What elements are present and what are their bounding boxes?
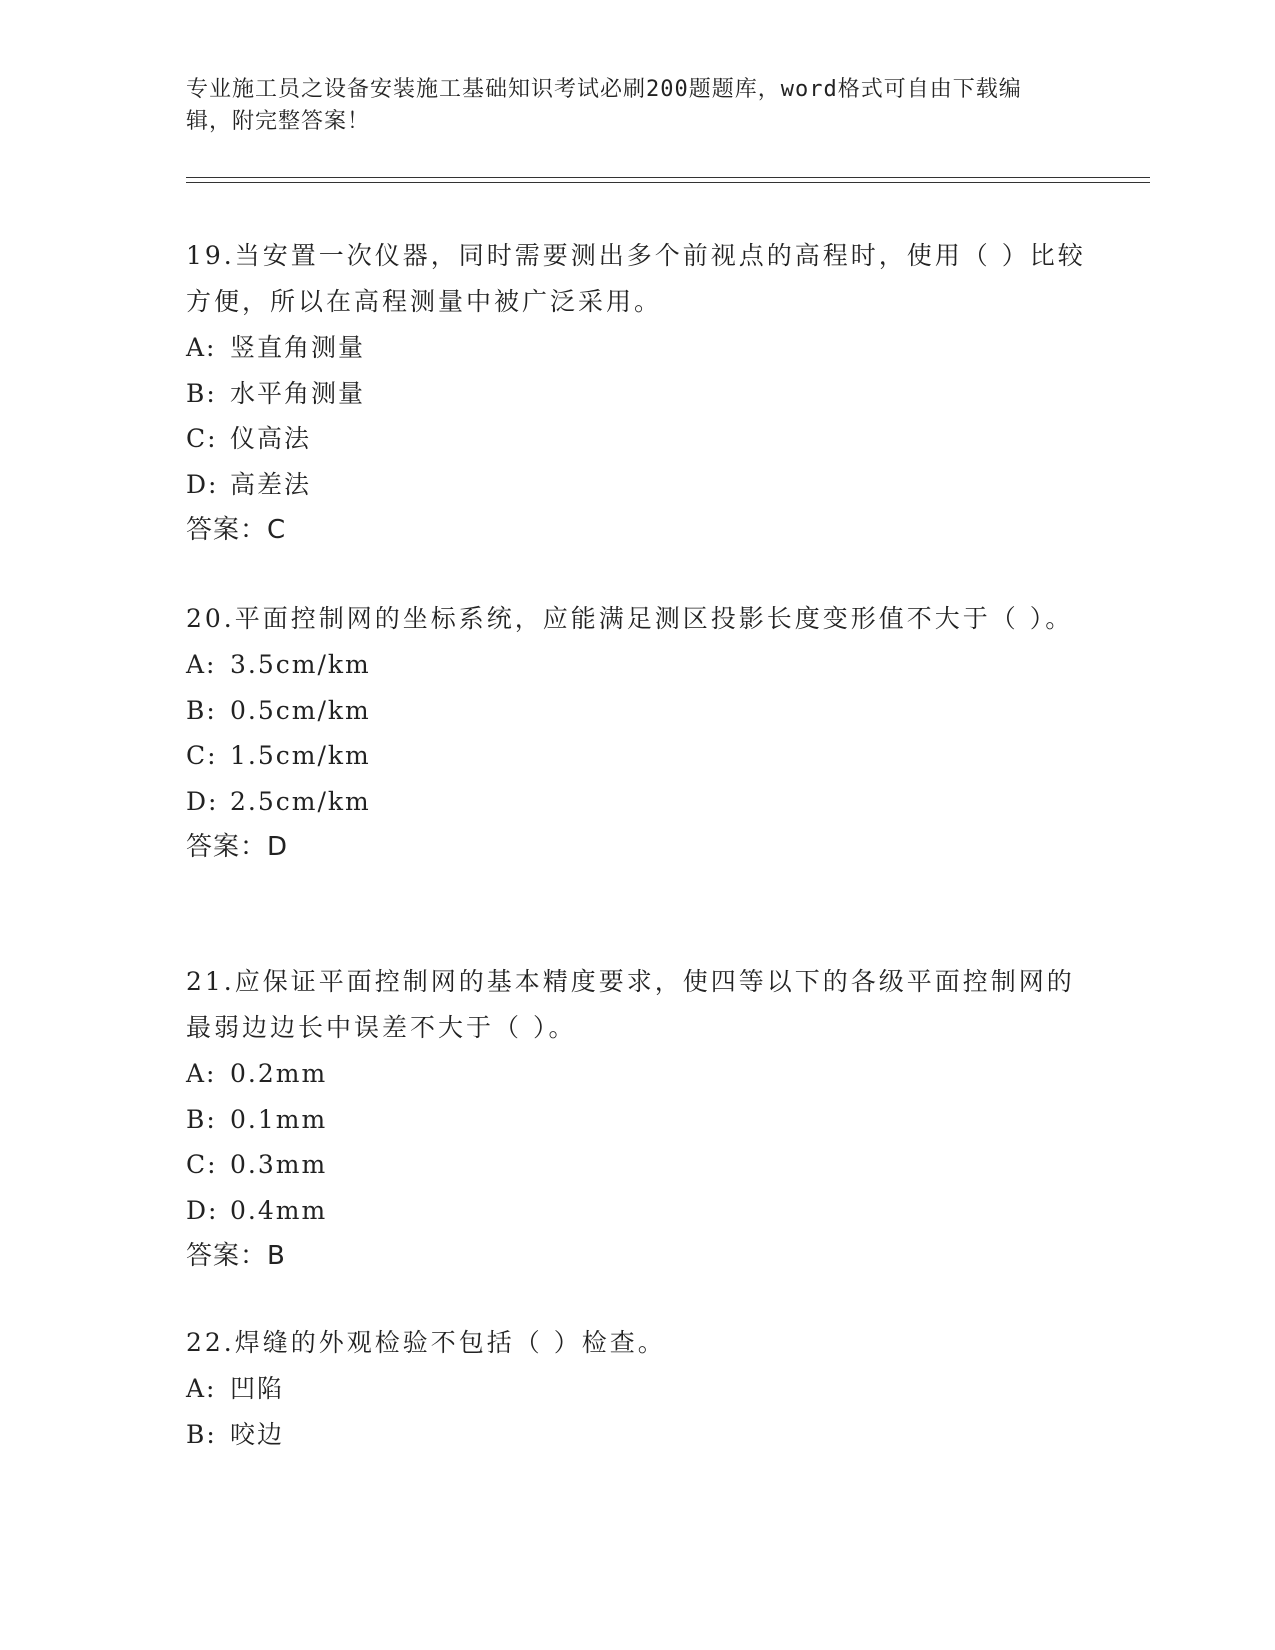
- header-divider-top: [186, 177, 1150, 178]
- question-21: [186, 959, 1086, 1279]
- option-text: 咬边: [230, 1419, 285, 1449]
- option-text: 凹陷: [230, 1374, 285, 1403]
- option-a: [186, 1051, 1086, 1097]
- option-key: B:: [186, 1104, 217, 1134]
- question-22: [186, 1320, 1086, 1457]
- option-key: A:: [186, 1374, 217, 1403]
- option-text: 0.1mm: [230, 1104, 328, 1134]
- option-key: B:: [186, 1419, 217, 1449]
- question-stem: 22.焊缝的外观检验不包括（ ）检查。: [186, 1328, 666, 1357]
- option-text: 0.4mm: [230, 1195, 328, 1225]
- question-stem: 21.应保证平面控制网的基本精度要求，使四等以下的各级平面控制网的最弱边边长中误差不大于（ ）。: [186, 967, 1075, 1042]
- option-key: D:: [186, 786, 219, 816]
- question-20: [186, 596, 1086, 870]
- option-text: 1.5cm/km: [230, 741, 371, 770]
- option-text: 3.5cm/km: [230, 650, 371, 679]
- option-c: [186, 1142, 1086, 1188]
- option-text: 高差法: [230, 469, 312, 499]
- option-text: 仪高法: [230, 424, 312, 453]
- option-key: D:: [186, 469, 219, 499]
- option-a: [186, 1366, 1086, 1412]
- option-key: A:: [186, 650, 217, 679]
- option-text: 竖直角测量: [230, 333, 366, 362]
- answer-line: 答案：B: [186, 1241, 286, 1271]
- option-a: [186, 642, 1086, 688]
- option-b: [186, 371, 1086, 417]
- option-text: 水平角测量: [230, 378, 366, 408]
- option-c: [186, 416, 1086, 462]
- option-key: A:: [186, 1059, 217, 1088]
- answer-line: 答案：D: [186, 832, 289, 862]
- document-header: 专业施工员之设备安装施工基础知识考试必刷200题题库，word格式可自由下载编辑，附完整答案！: [186, 77, 1022, 134]
- question-stem: 19.当安置一次仪器，同时需要测出多个前视点的高程时，使用（ ）比较方便，所以在高程测量中被广泛采用。: [186, 241, 1086, 316]
- option-text: 0.2mm: [230, 1059, 328, 1088]
- option-d: [186, 462, 1086, 508]
- option-b: [186, 1097, 1086, 1143]
- option-key: A:: [186, 333, 217, 362]
- option-key: C:: [186, 741, 218, 770]
- header-divider-bottom: [186, 182, 1150, 183]
- option-key: B:: [186, 695, 217, 725]
- option-a: [186, 325, 1086, 371]
- option-key: C:: [186, 424, 218, 453]
- option-text: 2.5cm/km: [230, 786, 371, 816]
- option-b: [186, 1412, 1086, 1458]
- question-19: [186, 233, 1086, 553]
- option-text: 0.5cm/km: [230, 695, 371, 725]
- option-d: [186, 779, 1086, 825]
- question-stem: 20.平面控制网的坐标系统，应能满足测区投影长度变形值不大于（ ）。: [186, 604, 1074, 633]
- option-key: B:: [186, 378, 217, 408]
- option-b: [186, 688, 1086, 734]
- option-d: [186, 1188, 1086, 1234]
- option-text: 0.3mm: [230, 1150, 328, 1179]
- option-key: C:: [186, 1150, 218, 1179]
- answer-line: 答案：C: [186, 515, 287, 545]
- option-key: D:: [186, 1195, 219, 1225]
- option-c: [186, 733, 1086, 779]
